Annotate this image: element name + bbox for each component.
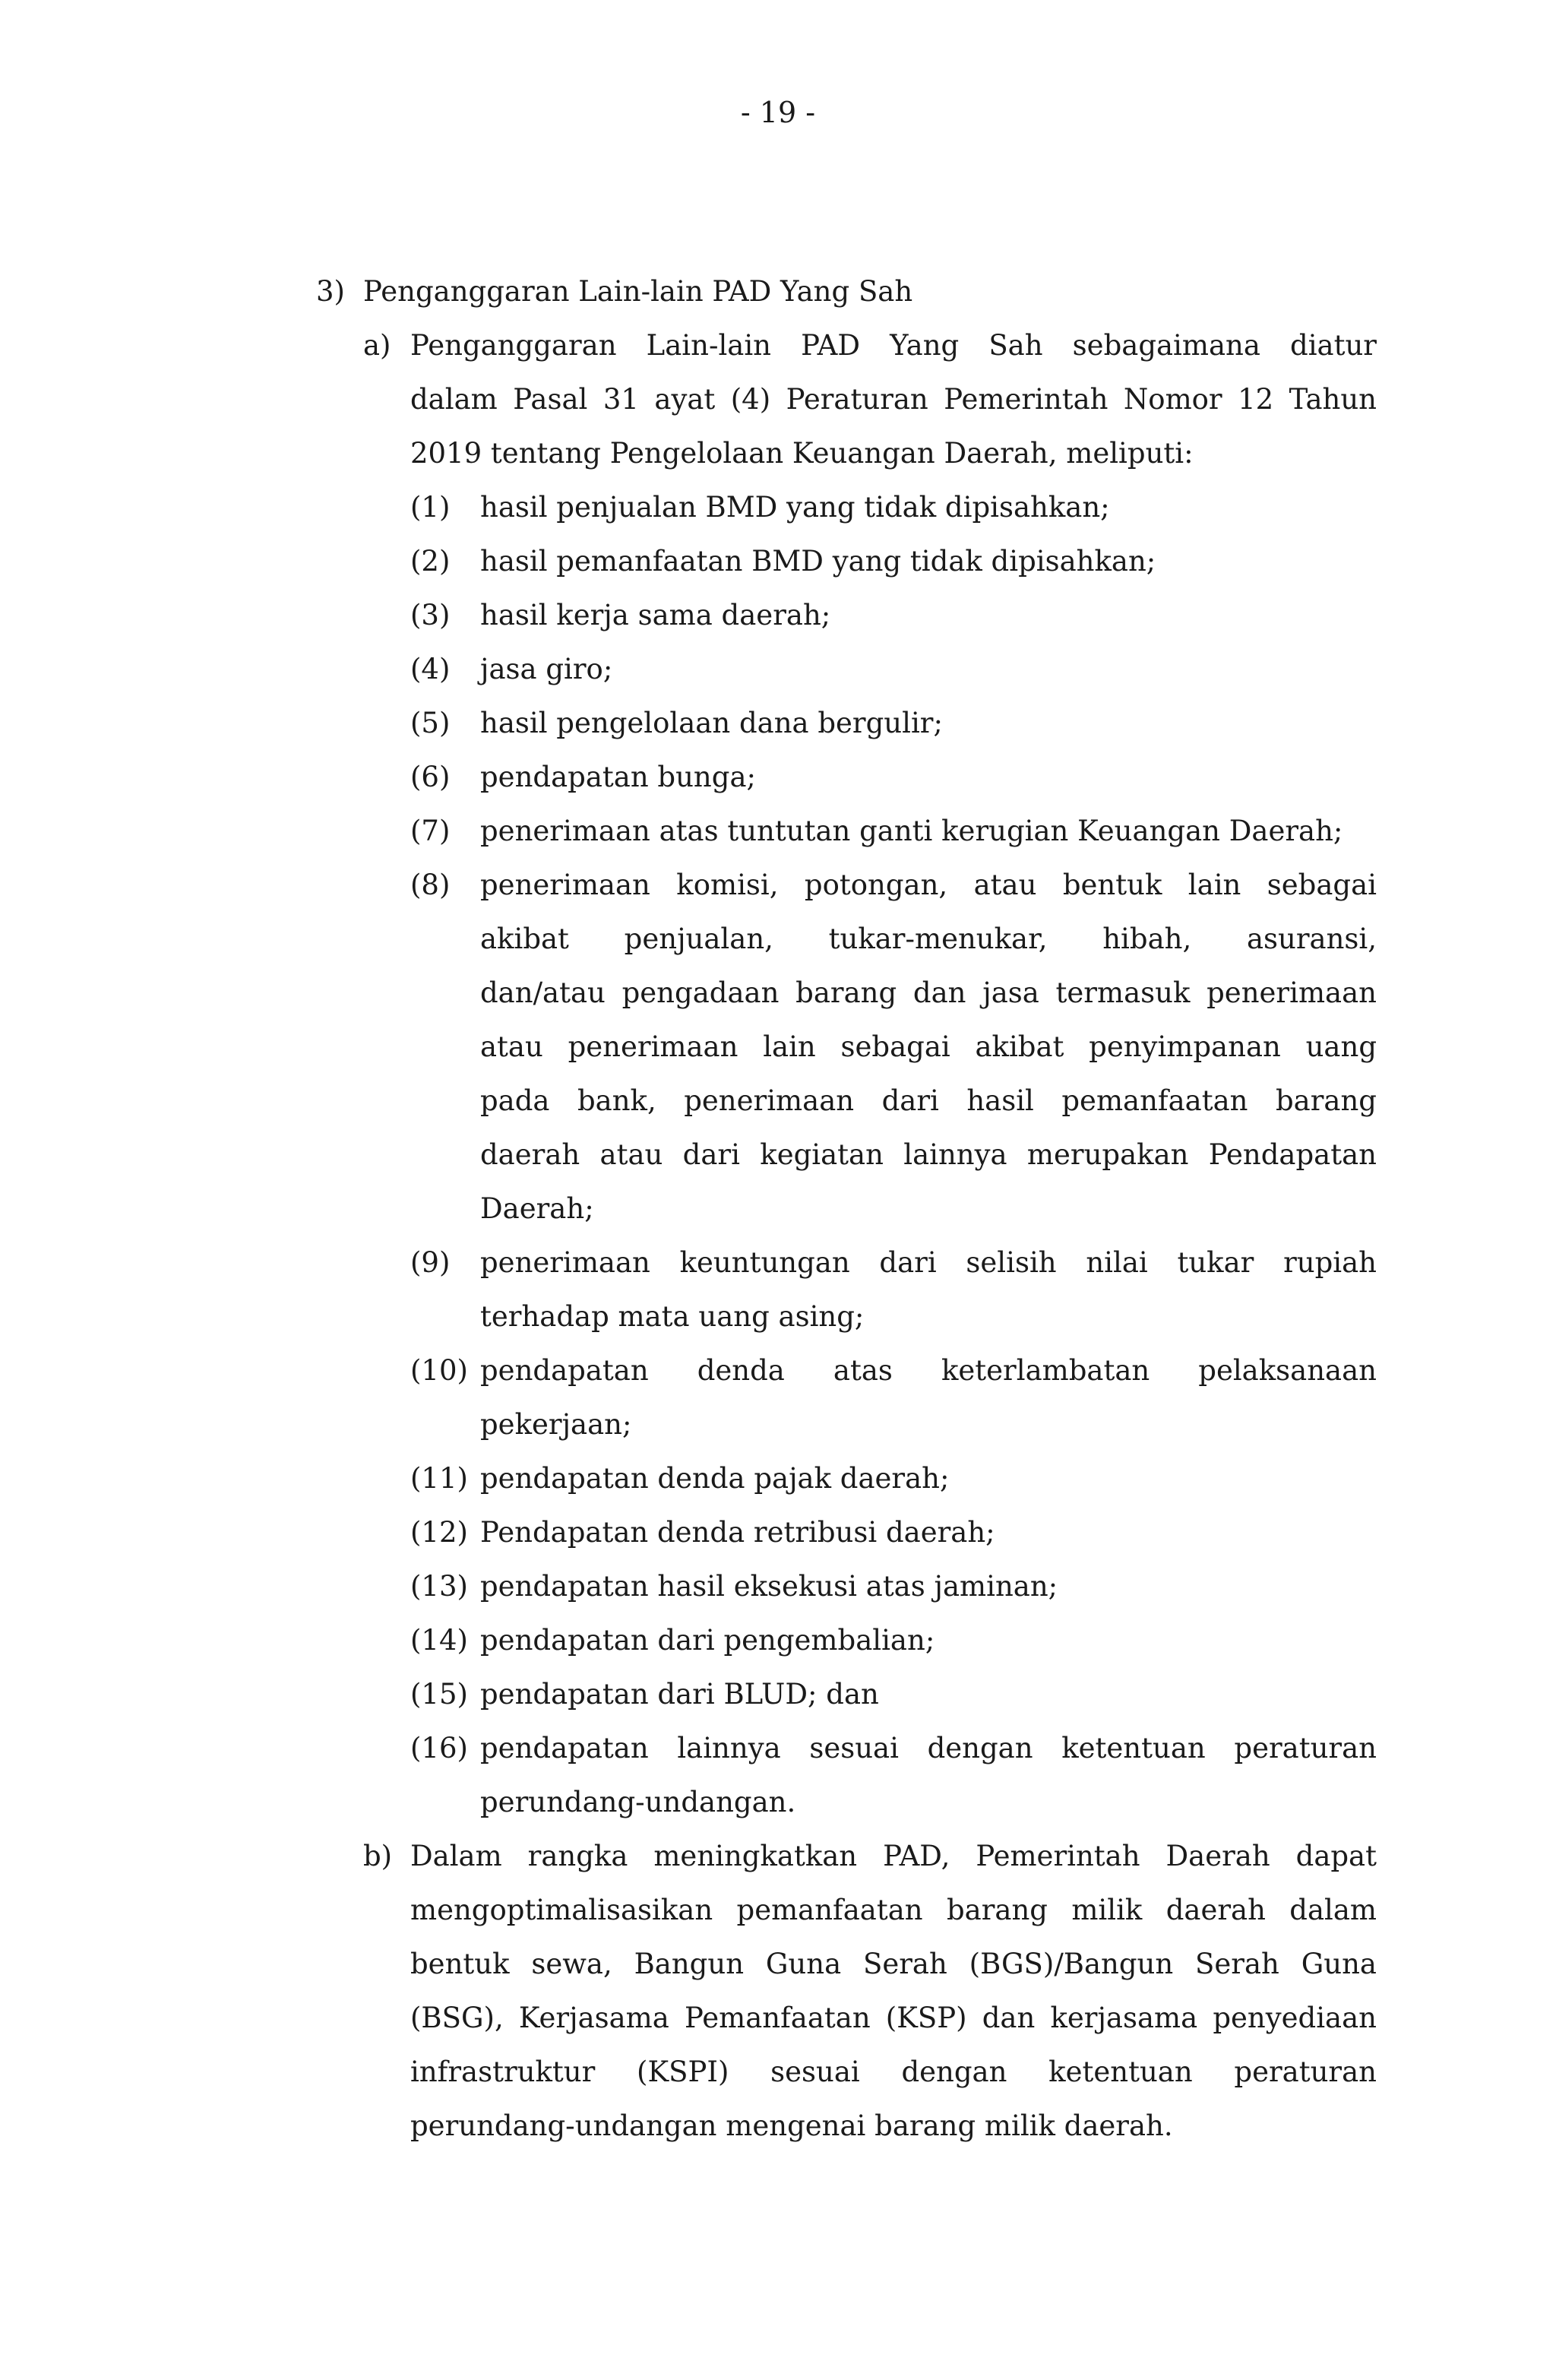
list-item: [0, 750, 1556, 804]
list-item-number: (4): [410, 653, 451, 685]
list-item-text: pendapatan bunga;: [480, 761, 756, 793]
list-item-text: hasil pengelolaan dana bergulir;: [480, 707, 943, 739]
item-b-text: mengoptimalisasikan pemanfaatan barang milik daerah dalam: [410, 1894, 1377, 1926]
list-item: [0, 642, 1556, 696]
list-item-number: (16): [410, 1732, 468, 1764]
list-item-number: (9): [410, 1246, 451, 1279]
list-item-text: pendapatan denda atas keterlambatan pelaksanaan: [480, 1354, 1377, 1387]
list-item-continuation: [0, 1074, 1556, 1128]
section-heading: [0, 264, 1556, 318]
list-item: [0, 696, 1556, 750]
list-item-continuation: [0, 1397, 1556, 1451]
item-a-line: [0, 318, 1556, 372]
list-item-text: penerimaan komisi, potongan, atau bentuk lain sebagai: [480, 869, 1377, 901]
list-item-continuation: [0, 1182, 1556, 1236]
list-item-text: Daerah;: [480, 1192, 594, 1225]
item-b: [0, 1829, 1556, 2153]
list-item: [0, 480, 1556, 534]
list-item-number: (1): [410, 491, 451, 524]
list-item-number: (5): [410, 707, 451, 739]
item-b-line: [0, 1829, 1556, 1883]
list-item-number: (6): [410, 761, 451, 793]
item-a-label: a): [363, 329, 391, 362]
list-item-continuation: [0, 1128, 1556, 1182]
item-b-text: infrastruktur (KSPI) sesuai dengan ketentuan peraturan: [410, 2056, 1377, 2088]
list-item-continuation: [0, 1020, 1556, 1074]
item-b-text: Dalam rangka meningkatkan PAD, Pemerintah Daerah dapat: [410, 1840, 1377, 1872]
list-item-number: (8): [410, 869, 451, 901]
list-item-continuation: [0, 1775, 1556, 1829]
list-item-continuation: [0, 966, 1556, 1020]
item-b-line: [0, 1937, 1556, 1991]
item-b-line: [0, 1883, 1556, 1937]
list-item-text: akibat penjualan, tukar-menukar, hibah, asuransi,: [480, 923, 1377, 955]
item-b-text: (BSG), Kerjasama Pemanfaatan (KSP) dan kerjasama penyediaan: [410, 2002, 1377, 2034]
list-item: [0, 804, 1556, 858]
list-item: [0, 1343, 1556, 1397]
list-item-text: penerimaan keuntungan dari selisih nilai tukar rupiah: [480, 1246, 1377, 1279]
list-item-text: hasil pemanfaatan BMD yang tidak dipisahkan;: [480, 545, 1156, 578]
list-item-number: (12): [410, 1516, 468, 1549]
item-b-line: [0, 2045, 1556, 2099]
list-item: [0, 1721, 1556, 1775]
list-item: [0, 1559, 1556, 1613]
list-item-number: (15): [410, 1678, 468, 1711]
item-b-label: b): [363, 1840, 393, 1872]
list-item-text: daerah atau dari kegiatan lainnya merupakan Pendapatan: [480, 1138, 1377, 1171]
item-a: [0, 318, 1556, 1829]
document-body: [0, 264, 1556, 2153]
section-label: 3): [316, 275, 345, 308]
item-a-text: Penganggaran Lain-lain PAD Yang Sah sebagaimana diatur: [410, 329, 1377, 362]
list-item-text: dan/atau pengadaan barang dan jasa termasuk penerimaan: [480, 976, 1377, 1009]
list-item-number: (3): [410, 599, 451, 631]
list-item-text: terhadap mata uang asing;: [480, 1300, 865, 1333]
list-item-number: (14): [410, 1624, 468, 1657]
item-b-line: [0, 1991, 1556, 2045]
item-a-line: [0, 426, 1556, 480]
item-b-line: [0, 2099, 1556, 2153]
item-b-text: perundang-undangan mengenai barang milik daerah.: [410, 2109, 1173, 2142]
list-item-text: pendapatan dari pengembalian;: [480, 1624, 935, 1657]
list-item-number: (10): [410, 1354, 468, 1387]
list-item: [0, 534, 1556, 588]
list-item-number: (13): [410, 1570, 468, 1603]
list-item: [0, 1613, 1556, 1667]
page-number: - 19 -: [740, 96, 816, 129]
list-item: [0, 1505, 1556, 1559]
list-item-text: hasil penjualan BMD yang tidak dipisahkan;: [480, 491, 1110, 524]
list-item-text: pada bank, penerimaan dari hasil pemanfaatan barang: [480, 1084, 1377, 1117]
list-item-continuation: [0, 1290, 1556, 1343]
item-a-text: 2019 tentang Pengelolaan Keuangan Daerah, meliputi:: [410, 437, 1194, 470]
list-item-text: hasil kerja sama daerah;: [480, 599, 831, 631]
list-item-text: pekerjaan;: [480, 1408, 632, 1441]
list-item-text: jasa giro;: [480, 653, 613, 685]
list-item-text: atau penerimaan lain sebagai akibat penyimpanan uang: [480, 1030, 1377, 1063]
item-a-line: [0, 372, 1556, 426]
list-item-text: pendapatan hasil eksekusi atas jaminan;: [480, 1570, 1058, 1603]
list-item: [0, 1236, 1556, 1290]
list-item-text: pendapatan lainnya sesuai dengan ketentuan peraturan: [480, 1732, 1377, 1764]
list-item-text: Pendapatan denda retribusi daerah;: [480, 1516, 995, 1549]
list-item-continuation: [0, 912, 1556, 966]
list-item: [0, 1451, 1556, 1505]
item-a-text: dalam Pasal 31 ayat (4) Peraturan Pemerintah Nomor 12 Tahun: [410, 383, 1377, 416]
list-item-number: (2): [410, 545, 451, 578]
list-item: [0, 1667, 1556, 1721]
list-item-text: penerimaan atas tuntutan ganti kerugian Keuangan Daerah;: [480, 815, 1343, 847]
list-item-text: perundang-undangan.: [480, 1786, 796, 1818]
list-item-text: pendapatan denda pajak daerah;: [480, 1462, 950, 1495]
list-item: [0, 858, 1556, 912]
list-item-number: (7): [410, 815, 451, 847]
item-b-text: bentuk sewa, Bangun Guna Serah (BGS)/Bangun Serah Guna: [410, 1948, 1377, 1980]
list-item-number: (11): [410, 1462, 468, 1495]
list-item: [0, 588, 1556, 642]
list-item-text: pendapatan dari BLUD; dan: [480, 1678, 879, 1711]
section-title: Penganggaran Lain-lain PAD Yang Sah: [363, 275, 913, 308]
